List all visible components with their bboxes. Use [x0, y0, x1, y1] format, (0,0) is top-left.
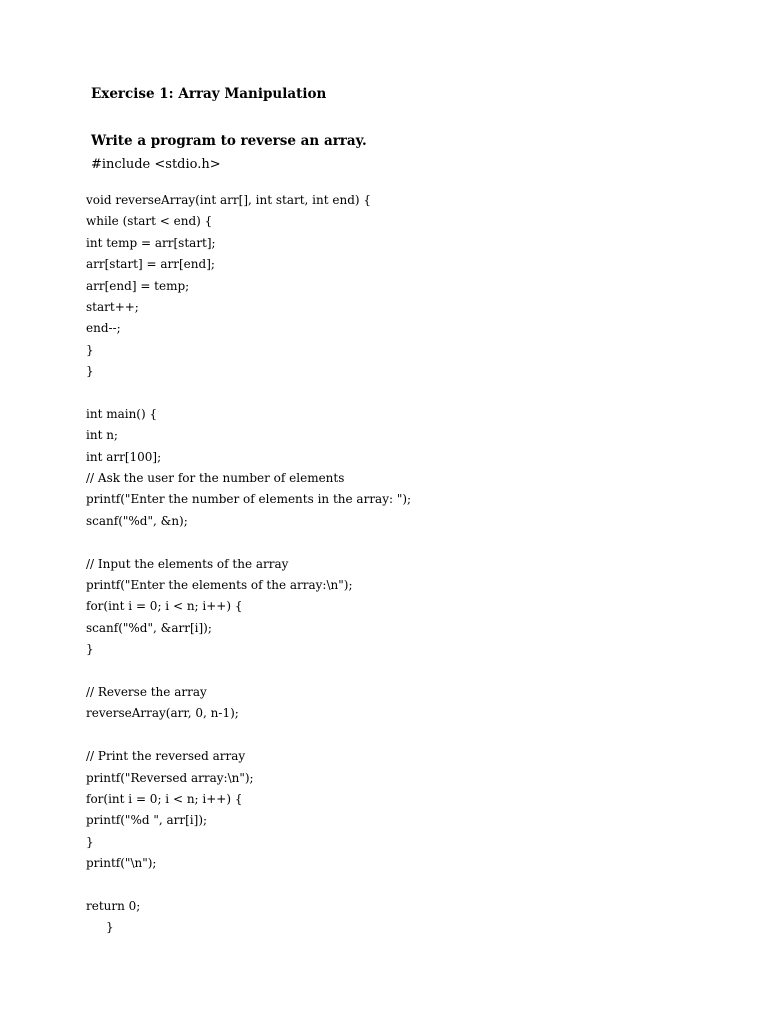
blank-line [86, 728, 411, 749]
blank-line [86, 664, 411, 685]
code-line: printf("\n"); [86, 856, 157, 871]
code-line: } [86, 342, 94, 357]
code-line: end--; [86, 321, 121, 336]
exercise-title: Exercise 1: Array Manipulation [91, 86, 327, 102]
code-line: // Ask the user for the number of elements [86, 471, 345, 486]
code-line: } [106, 920, 114, 935]
code-line: while (start < end) { [86, 214, 213, 229]
code-line: reverseArray(arr, 0, n-1); [86, 706, 239, 721]
task-statement: Write a program to reverse an array. [91, 133, 367, 149]
code-line: } [86, 834, 94, 849]
blank-line [86, 386, 411, 407]
code-line: for(int i = 0; i < n; i++) { [86, 599, 243, 614]
code-line: } [86, 642, 94, 657]
code-line: // Input the elements of the array [86, 556, 289, 571]
blank-line [86, 878, 411, 899]
code-line: } [86, 364, 94, 379]
code-line: arr[end] = temp; [86, 278, 190, 293]
code-line: int n; [86, 428, 118, 443]
code-line: printf("Enter the elements of the array:\n"); [86, 578, 353, 593]
blank-line [86, 535, 411, 556]
include-directive: #include <stdio.h> [91, 157, 221, 172]
code-line: // Reverse the array [86, 684, 207, 699]
code-block [86, 193, 411, 942]
code-line: int temp = arr[start]; [86, 235, 216, 250]
code-line: printf("Reversed array:\n"); [86, 770, 254, 785]
code-line: int arr[100]; [86, 449, 162, 464]
code-line: int main() { [86, 406, 158, 421]
code-line: for(int i = 0; i < n; i++) { [86, 791, 243, 806]
code-line: start++; [86, 299, 139, 314]
code-line: void reverseArray(int arr[], int start, int end) { [86, 193, 371, 207]
code-line: // Print the reversed array [86, 749, 246, 764]
code-line: scanf("%d", &n); [86, 513, 188, 528]
code-line: printf("Enter the number of elements in the array: "); [86, 492, 412, 507]
code-line: arr[start] = arr[end]; [86, 257, 215, 272]
code-line: return 0; [86, 898, 141, 913]
code-line: scanf("%d", &arr[i]); [86, 620, 212, 635]
code-line: printf("%d ", arr[i]); [86, 813, 208, 828]
